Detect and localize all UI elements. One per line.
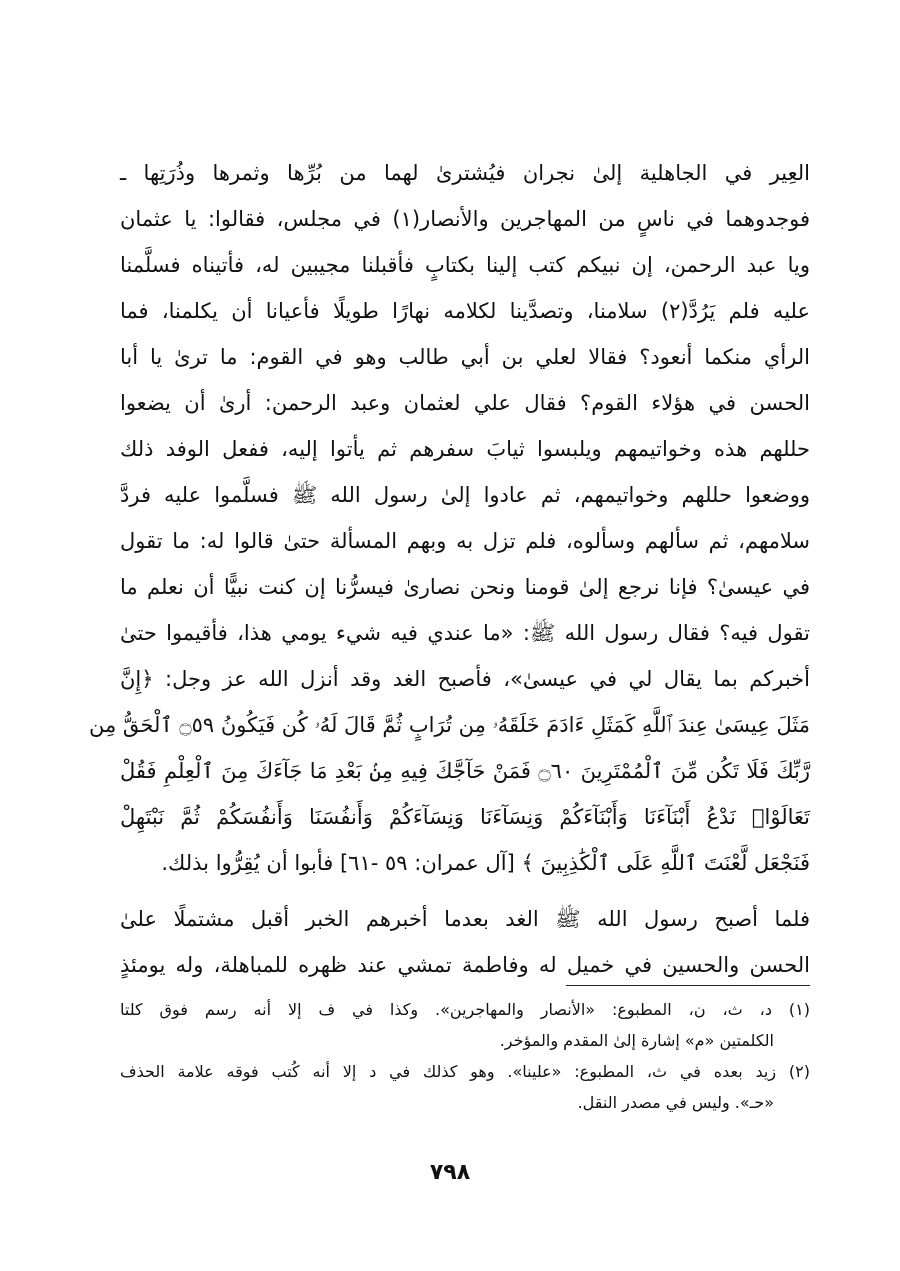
text-line: فوجدوهما في ناسٍ من المهاجرين والأنصار(١) في مجلس، فقالوا: يا عثمان xyxy=(120,207,810,231)
quran-verse-line: مَثَلَ عِيسَىٰ عِندَ ٱللَّهِ كَمَثَلِ ءَادَمَ خَلَقَهُۥ مِن تُرَابٍ ثُمَّ قَالَ لَهُۥ كُن فَيَكُونُ ۝٥٩ ٱلْحَقُّ مِن xyxy=(88,713,810,737)
footnote-separator xyxy=(566,985,810,986)
text-line: حللهم هذه وخواتيمهم ويلبسوا ثيابَ سفرهم ثم يأتوا إليه، ففعل الوفد ذلك xyxy=(120,437,810,461)
text-line: عليه فلم يَرُدَّ(٢) سلامنا، وتصدَّينا لكلامه نهارًا طويلًا فأعيانا أن يكلمنا، فما xyxy=(120,299,811,323)
text-line: ويا عبد الرحمن، إن نبيكم كتب إلينا بكتابٍ فأقبلنا مجيبين له، فأتيناه فسلَّمنا xyxy=(120,253,810,277)
text-line: سلامهم، ثم سألهم وسألوه، فلم تزل به وبهم المسألة حتىٰ قالوا له: ما تقول xyxy=(120,529,810,553)
text-line: الحسن والحسين في خميل له وفاطمة تمشي عند ظهره للمباهلة، وله يومئذٍ xyxy=(120,953,810,977)
quran-verse-line: تَعَالَوْا۟ نَدْعُ أَبْنَآءَنَا وَأَبْنَآءَكُمْ وَنِسَآءَنَا وَنِسَآءَكُمْ وَأَنفُسَنَا وَأَنفُسَكُمْ ثُمَّ نَبْتَهِلْ xyxy=(120,805,810,829)
footnotes xyxy=(120,994,810,1118)
text-line: في عيسىٰ؟ فإنا نرجع إلىٰ قومنا ونحن نصارىٰ فيسرُّنا إن كنت نبيًّا أن نعلم ما xyxy=(120,575,810,599)
footnote-line: (١) د، ث، ن، المطبوع: «الأنصار والمهاجرين». وكذا في ف إلا أنه رسم فوق كلتا xyxy=(120,1000,810,1019)
text-line: العِير في الجاهلية إلىٰ نجران فيُشترىٰ لهما من بُرِّها وثمرها وذُرَتِها ـ xyxy=(120,161,810,185)
footnote-line: «حـ». وليس في مصدر النقل. xyxy=(577,1093,774,1112)
text-line: ووضعوا حللهم وخواتيمهم، ثم عادوا إلىٰ رسول الله ﷺ فسلَّموا عليه فردَّ xyxy=(120,483,810,507)
text-line: تقول فيه؟ فقال رسول الله ﷺ: «ما عندي فيه شيء يومي هذا، فأقيموا حتىٰ xyxy=(120,621,810,645)
quran-verse-line: رَّبِّكَ فَلَا تَكُن مِّنَ ٱلْمُمْتَرِينَ ۝٦٠ فَمَنْ حَآجَّكَ فِيهِ مِنۢ بَعْدِ مَا جَآءَكَ مِنَ ٱلْعِلْمِ فَقُلْ xyxy=(120,759,810,783)
footnote-1 xyxy=(120,994,810,1056)
main-text xyxy=(88,150,811,988)
text-line: فلما أصبح رسول الله ﷺ الغد بعدما أخبرهم الخبر أقبل مشتملًا علىٰ xyxy=(120,907,810,931)
text-line: الحسن في هؤلاء القوم؟ فقال علي لعثمان وعبد الرحمن: أرىٰ أن يضعوا xyxy=(120,391,810,415)
text-line: أخبركم بما يقال لي في عيسىٰ»، فأصبح الغد وقد أنزل الله عز وجل: ﴿إِنَّ xyxy=(120,667,810,691)
paragraph-1 xyxy=(88,150,811,886)
text-line: الرأي منكما أنعود؟ فقالا لعلي بن أبي طالب وهو في القوم: ما ترىٰ يا أبا xyxy=(120,345,810,369)
footnote-line: الكلمتين «م» إشارة إلىٰ المقدم والمؤخر. xyxy=(499,1031,774,1050)
quran-verse-line: فَنَجْعَل لَّعْنَتَ ٱللَّهِ عَلَى ٱلْكَٰذِبِينَ ﴾ [آل عمران: ٥٩ -٦١] فأبوا أن يُقِرُّوا بذلك. xyxy=(161,851,810,875)
footnote-line: (٢) زيد بعده في ث، المطبوع: «علينا». وهو كذلك في د إلا أنه كُتب فوقه علامة الحذف xyxy=(120,1062,810,1081)
footnote-2 xyxy=(120,1056,810,1118)
paragraph-2 xyxy=(120,896,810,988)
page-number: ٧٩٨ xyxy=(429,1160,471,1185)
